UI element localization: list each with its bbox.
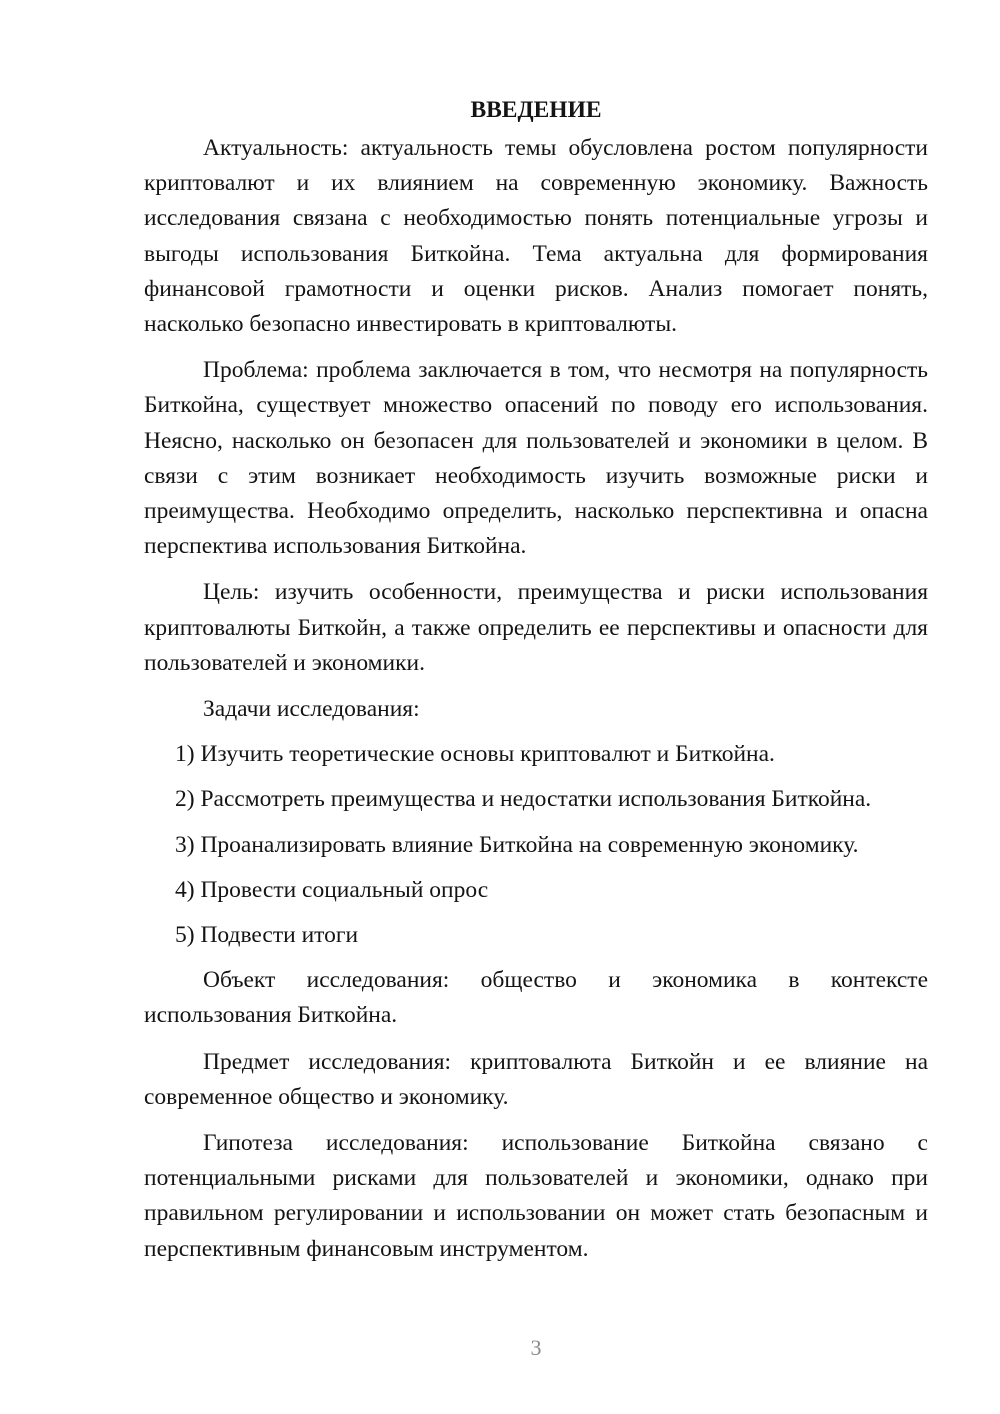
tasks-title: Задачи исследования: xyxy=(203,696,420,723)
relevance-paragraph: Актуальность: актуальность темы обусловлена ростом популярности криптовалют и их влиянием на современную экономику. Важность исследования связана с необходимостью понять потенциальные угрозы и выгоды использования Биткойна. Тема актуальна для формирования финансовой грамотности и оценки рисков. Анализ помогает понять, насколько безопасно инвестировать в криптовалюты. xyxy=(144,135,928,338)
task-item: 3) Проанализировать влияние Биткойна на современную экономику. xyxy=(175,831,859,858)
problem-paragraph: Проблема: проблема заключается в том, что несмотря на популярность Биткойна, существует множество опасений по поводу его использования. Неясно, насколько он безопасен для пользователей и экономики в целом. В связи с этим возникает необходимость изучить возможные риски и преимущества. Необходимо определить, насколько перспективна и опасна перспектива использования Биткойна. xyxy=(144,357,928,560)
tasks-list xyxy=(144,737,928,953)
subject-paragraph: Предмет исследования: криптовалюта Биткойн и ее влияние на современное общество и экономику. xyxy=(144,1048,928,1110)
task-item: 2) Рассмотреть преимущества и недостатки использования Биткойна. xyxy=(175,786,872,813)
task-item: 4) Провести социальный опрос xyxy=(175,876,489,903)
object-paragraph: Объект исследования: общество и экономика в контексте использования Биткойна. xyxy=(144,967,928,1029)
task-item: 1) Изучить теоретические основы криптовалют и Биткойна. xyxy=(175,741,775,768)
hypothesis-paragraph: Гипотеза исследования: использование Биткойна связано с потенциальными рисками для пользователей и экономики, однако при правильном регулировании и использовании он может стать безопасным и перспективным финансовым инструментом. xyxy=(144,1130,928,1262)
goal-paragraph: Цель: изучить особенности, преимущества и риски использования криптовалюты Биткойн, а также определить ее перспективы и опасности для пользователей и экономики. xyxy=(144,579,928,676)
section-heading: ВВЕДЕНИЕ xyxy=(470,97,602,123)
page-content xyxy=(144,93,928,1278)
task-item: 5) Подвести итоги xyxy=(175,922,359,949)
page-number: 3 xyxy=(530,1335,542,1360)
